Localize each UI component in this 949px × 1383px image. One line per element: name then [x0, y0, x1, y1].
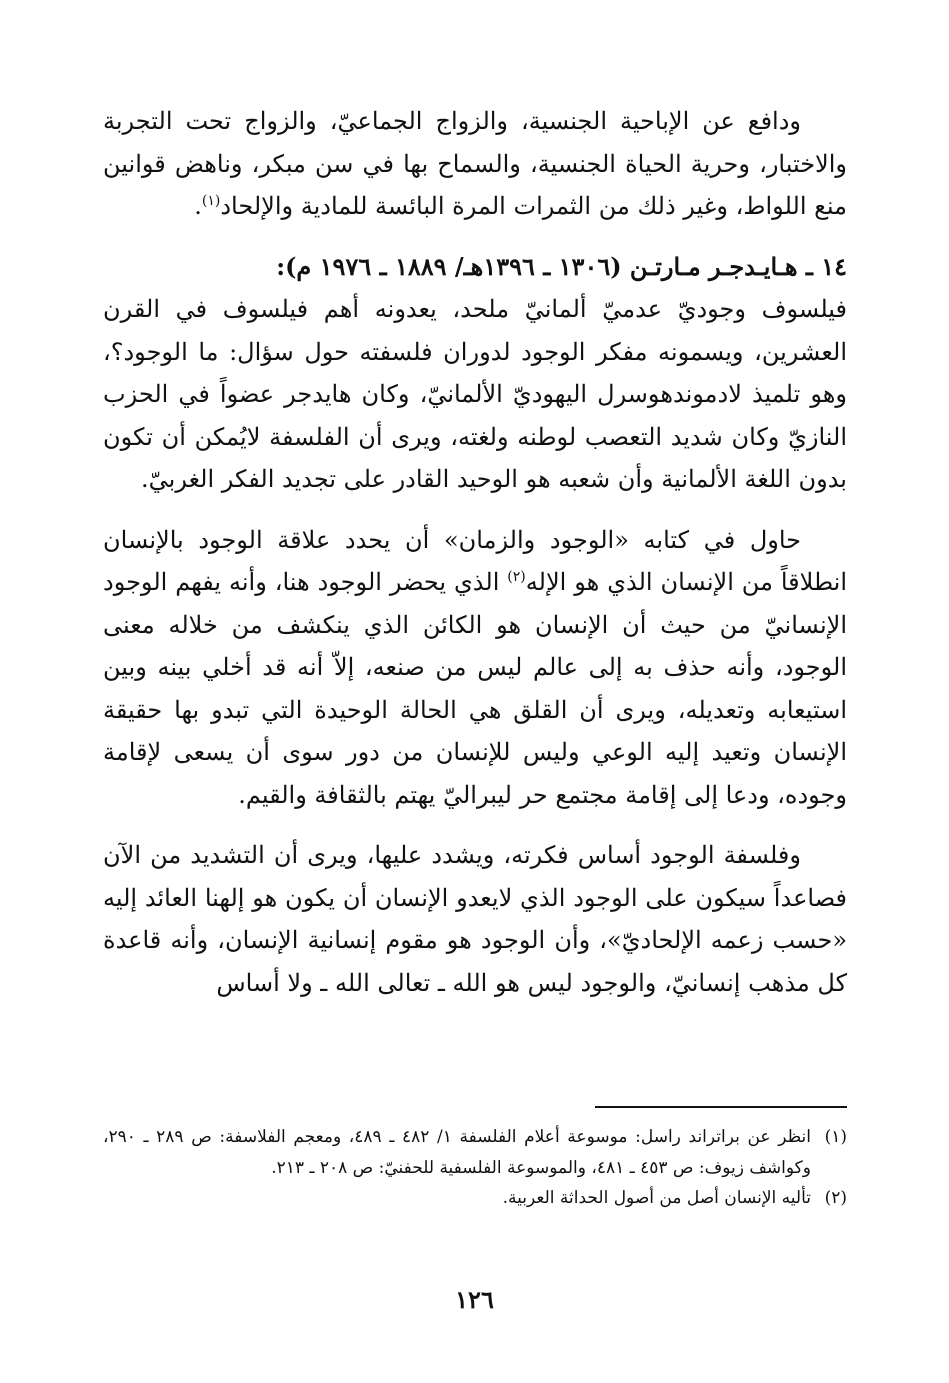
paragraph-1 [103, 100, 847, 228]
footnote-2 [103, 1183, 847, 1214]
footnote-2-text: تأليه الإنسان أصل من أصول الحداثة العربية. [502, 1188, 811, 1208]
footnote-1 [103, 1122, 847, 1183]
footnote-1-number: (١) [824, 1127, 847, 1147]
paragraph-3-text-a: حاول في كتابه «الوجود والزمان» أن يحدد علاقة الوجود بالإنسان انطلاقاً من الإنسان الذي هو الإله [103, 525, 847, 596]
footnote-divider [595, 1106, 847, 1108]
footnote-ref-1[interactable]: (١) [201, 193, 221, 209]
footnotes [103, 1122, 847, 1214]
footnote-1-text: انظر عن براتراند راسل: موسوعة أعلام الفلسفة ١/ ٤٨٢ ـ ٤٨٩، ومعجم الفلاسفة: ص ٢٨٩ ـ ٢٩٠، وكواشف زيوف: ص ٤٥٣ ـ ٤٨١، والموسوعة الفلسفية للحفنيّ: ص ٢٠٨ ـ ٢١٣. [103, 1127, 811, 1178]
paragraph-1-text: ودافع عن الإباحية الجنسية، والزواج الجماعيّ، والزواج تحت التجربة والاختبار، وحرية الحياة الجنسية، والسماح بها في سن مبكر، وناهض قوانين منع اللواط، وغير ذلك من الثمرات المرة البائسة للمادية والإلحاد [103, 107, 847, 220]
main-text [103, 100, 847, 1004]
paragraph-2: فيلسوف وجوديّ عدميّ ألمانيّ ملحد، يعدونه أهم فيلسوف في القرن العشرين، ويسمونه مفكر الوجود لدوران فلسفته حول سؤال: ما الوجود؟، وهو تلميذ لادموندهوسرل اليهوديّ الألمانيّ، وكان هايدجر عضواً في الحزب النازيّ وكان شديد التعصب لوطنه ولغته، ويرى أن الفلسفة لايُمكن أن تكون بدون اللغة الألمانية وأن شعبه هو الوحيد القادر على تجديد الفكر الغربيّ. [103, 295, 847, 493]
paragraph-3-text-b: الذي يحضر الوجود هنا، وأنه يفهم الوجود الإنسانيّ من حيث أن الإنسان هو الكائن الذي ينكشف من خلاله معنى الوجود، وأنه حذف به إلى عالم ليس من صنعه، إلاّ أنه قد أخلي بينه وبين استيعابه وتعديله، ويرى أن القلق هي الحالة الوحيدة التي تبدو بها حقيقة الإنسان وتعيد إليه الوعي وليس للإنسان من دور سوى أن يسعى لإقامة وجوده، ودعا إلى إقامة مجتمع حر ليبراليّ يهتم بالثقافة والقيم. [103, 568, 847, 809]
footnote-2-number: (٢) [824, 1188, 847, 1208]
paragraph-1-end: . [194, 192, 202, 220]
footnote-ref-2[interactable]: (٢) [507, 569, 526, 585]
section-heading: ١٤ ـ هـايـدجـر مـارتـن (١٣٠٦ ـ ١٣٩٦هـ/ ١٨٨٩ ـ ١٩٧٦ م): [276, 251, 847, 281]
paragraph-4: وفلسفة الوجود أساس فكرته، ويشدد عليها، ويرى أن التشديد من الآن فصاعداً سيكون على الوجود الذي لايعدو الإنسان أن يكون هو إلهنا العائد إليه «حسب زعمه الإلحاديّ»، وأن الوجود هو مقوم إنسانية الإنسان، وأنه قاعدة كل مذهب إنسانيّ، والوجود ليس هو الله ـ تعالى الله ـ ولا أساس [103, 841, 847, 997]
paragraph-3 [103, 519, 847, 817]
page-number: ١٢٦ [455, 1285, 494, 1314]
